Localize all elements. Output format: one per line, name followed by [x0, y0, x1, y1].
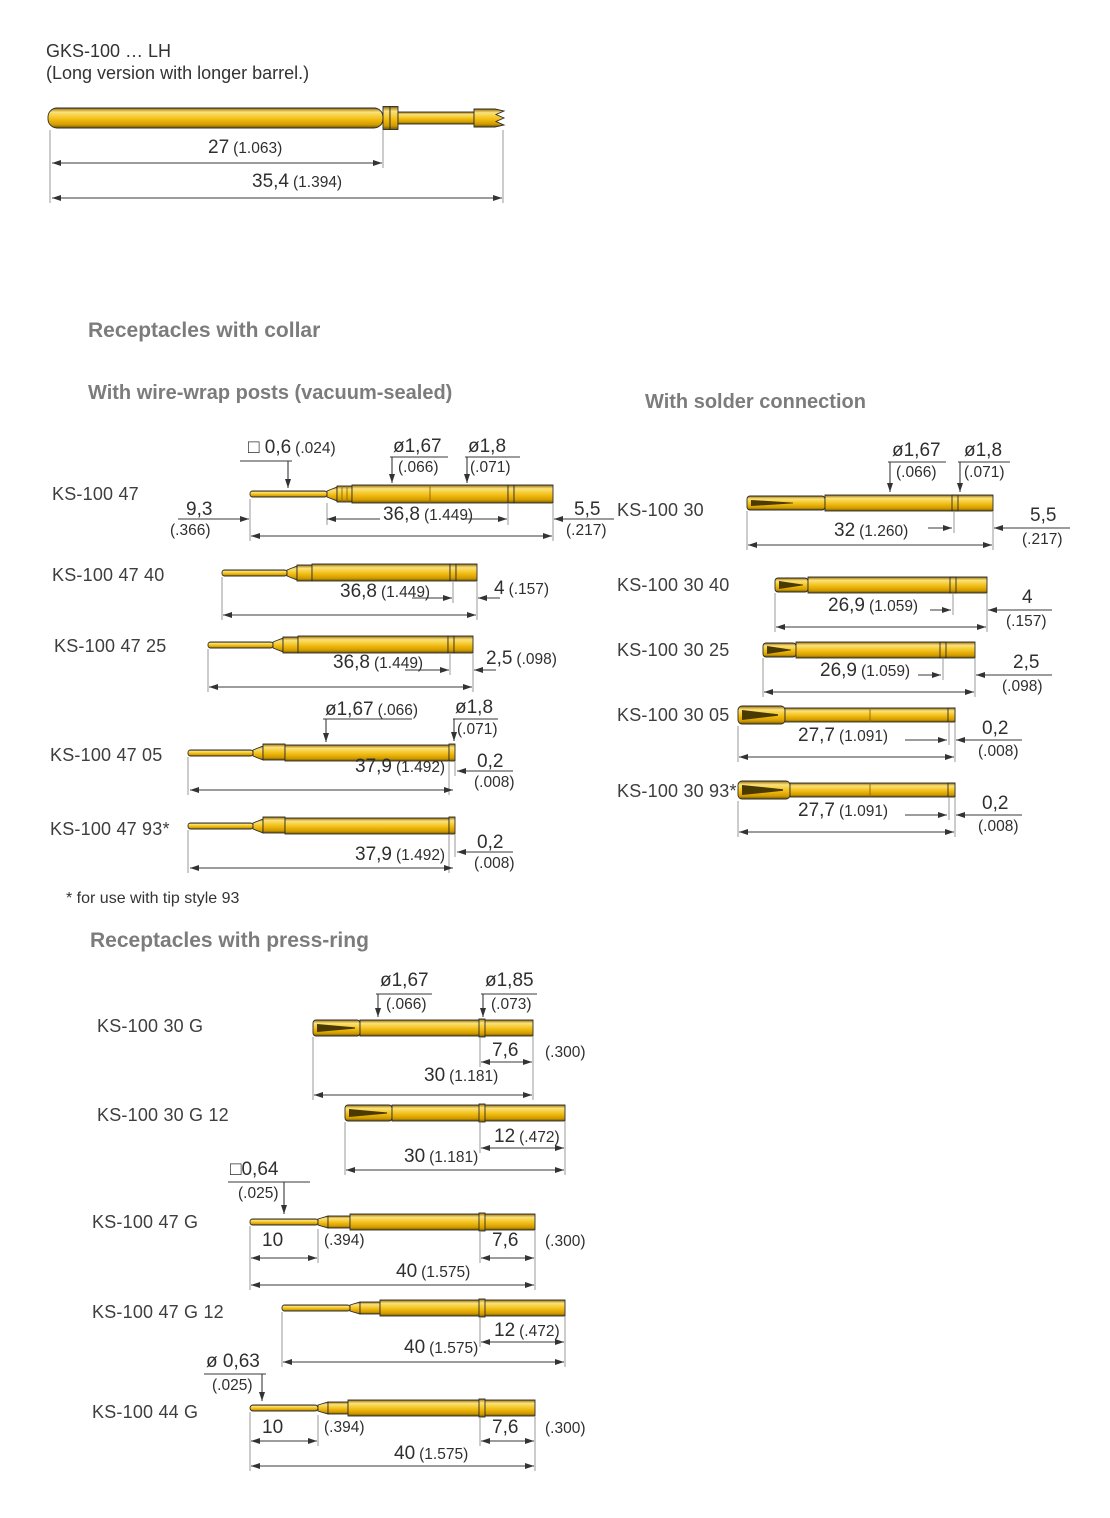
dim-ks10047-post-mm: 9,3 [186, 499, 213, 520]
dim-ks104705-d1: ø1,67 (.066) [325, 699, 419, 720]
dim-ks104705-tail-in: (.008) [474, 774, 515, 791]
probe-ks-100-30-93 [738, 781, 955, 799]
heading-receptacles-collar: Receptacles with collar [88, 319, 321, 342]
dim-ks103040-tail-mm: 4 [1022, 587, 1033, 608]
model-ks-100-47-40: KS-100 47 40 [52, 565, 165, 585]
dim-ks104705-length: 37,9 (1.492) [355, 756, 446, 777]
dim-ks10047-length: 36,8 (1.449) [383, 504, 474, 525]
dim-ks10030-length: 32 (1.260) [834, 520, 909, 541]
dim-ks10047g-square-mm: □0,64 [230, 1159, 279, 1180]
dim-ks103025-tail-mm: 2,5 [1013, 652, 1040, 673]
model-ks-100-30-g-12: KS-100 30 G 12 [97, 1105, 229, 1125]
dim-ks10030g12-length: 30 (1.181) [404, 1146, 479, 1167]
dim-ks103040-tail-in: (.157) [1006, 613, 1047, 630]
dim-ks10044g-tail-mm: 7,6 [492, 1417, 519, 1438]
dim-ks103093-length: 27,7 (1.091) [798, 800, 889, 821]
dim-ks103005-length: 27,7 (1.091) [798, 725, 889, 746]
dim-ks10047g-post-in: (.394) [324, 1232, 365, 1249]
heading-press-ring: Receptacles with press-ring [90, 929, 369, 952]
dim-ks10047-d2-in: (.071) [470, 459, 511, 476]
dim-ks104725-length: 36,8 (1.449) [333, 652, 424, 673]
dim-ks10047g-length: 40 (1.575) [396, 1261, 471, 1282]
model-ks-100-47: KS-100 47 [52, 484, 139, 504]
dim-ks10030-tail-mm: 5,5 [1030, 505, 1057, 526]
page-title: GKS-100 … LH [46, 41, 172, 61]
dim-ks10047-d1-in: (.066) [398, 459, 439, 476]
dim-gks-total: 35,4 (1.394) [252, 171, 343, 192]
dim-ks103093-tail-in: (.008) [978, 818, 1019, 835]
dim-ks10044g-length: 40 (1.575) [394, 1443, 469, 1464]
probe-ks-100-30-40 [775, 577, 987, 593]
dim-ks103005-tail-in: (.008) [978, 743, 1019, 760]
dim-ks10044g-dia-mm: ø 0,63 [206, 1351, 260, 1372]
dim-ks10047-tail-in: (.217) [566, 522, 607, 539]
model-ks-100-47-93: KS-100 47 93* [50, 819, 170, 839]
dim-ks104705-tail-mm: 0,2 [477, 751, 504, 772]
model-ks-100-30-93: KS-100 30 93* [617, 781, 737, 801]
dim-ks10030-d1-mm: ø1,67 [892, 440, 941, 461]
model-ks-100-47-25: KS-100 47 25 [54, 636, 167, 656]
model-ks-100-30-25: KS-100 30 25 [617, 640, 730, 660]
model-ks-100-47-05: KS-100 47 05 [50, 745, 163, 765]
probe-ks-100-47-40 [222, 564, 477, 581]
dimension-lines [52, 163, 1070, 1466]
dim-ks10044g-post-in: (.394) [324, 1419, 365, 1436]
dim-ks10030g-d1-in: (.066) [386, 996, 427, 1013]
model-ks-100-47-g-12: KS-100 47 G 12 [92, 1302, 224, 1322]
dim-gks-barrel: 27 (1.063) [208, 137, 283, 158]
dim-ks10047-d2-mm: ø1,8 [468, 436, 507, 457]
dim-ks10030g12-tail: 12 (.472) [494, 1126, 560, 1147]
probe-ks-100-30-05 [738, 706, 955, 724]
dim-ks104793-tail-in: (.008) [474, 855, 515, 872]
dim-ks10030g-d2-mm: ø1,85 [485, 970, 534, 991]
dim-ks103025-length: 26,9 (1.059) [820, 660, 911, 681]
dim-ks10047-d1-mm: ø1,67 [393, 436, 442, 457]
dim-ks10030-d1-in: (.066) [896, 464, 937, 481]
footnote: * for use with tip style 93 [66, 890, 240, 907]
dim-ks10047-tail-mm: 5,5 [574, 499, 601, 520]
dim-ks10047g-tail-in: (.300) [545, 1233, 586, 1250]
dim-ks103025-tail-in: (.098) [1002, 678, 1043, 695]
dim-ks104793-tail-mm: 0,2 [477, 832, 504, 853]
dim-ks10047g12-length: 40 (1.575) [404, 1337, 479, 1358]
dim-ks10030-tail-in: (.217) [1022, 531, 1063, 548]
probe-ks-100-30-g [313, 1019, 533, 1037]
dim-ks104705-d2-mm: ø1,8 [455, 697, 494, 718]
dim-ks10044g-post-mm: 10 [262, 1417, 284, 1438]
dim-ks10047-post-in: (.366) [170, 522, 211, 539]
dim-ks10030g-d2-in: (.073) [491, 996, 532, 1013]
dim-ks10047g-post-mm: 10 [262, 1230, 284, 1251]
dim-ks10030g-d1-mm: ø1,67 [380, 970, 429, 991]
model-ks-100-30: KS-100 30 [617, 500, 704, 520]
dim-ks10044g-dia-in: (.025) [212, 1377, 253, 1394]
dim-ks10044g-tail-in: (.300) [545, 1420, 586, 1437]
dim-ks10030g-tail-mm: 7,6 [492, 1040, 519, 1061]
dim-ks10030g-length: 30 (1.181) [424, 1065, 499, 1086]
dim-ks104740-length: 36,8 (1.449) [340, 581, 431, 602]
model-ks-100-44-g: KS-100 44 G [92, 1402, 199, 1422]
probe-ks-100-30-25 [763, 642, 975, 658]
probe-ks-100-44-g [250, 1399, 535, 1417]
dim-ks103093-tail-mm: 0,2 [982, 793, 1009, 814]
probe-ks-100-47 [250, 485, 553, 503]
model-ks-100-30-40: KS-100 30 40 [617, 575, 730, 595]
probe-ks-100-47-g-12 [282, 1299, 565, 1317]
dim-ks10047g-tail-mm: 7,6 [492, 1230, 519, 1251]
dim-ks10030-d2-in: (.071) [964, 464, 1005, 481]
probe-gks-100-lh [48, 107, 504, 130]
probe-ks-100-47-25 [208, 636, 473, 653]
probe-ks-100-30-g-12 [345, 1104, 565, 1122]
dim-ks10030g-tail-in: (.300) [545, 1044, 586, 1061]
dim-ks104740-tail: 4 (.157) [494, 578, 550, 599]
model-ks-100-47-g: KS-100 47 G [92, 1212, 199, 1232]
page-subtitle: (Long version with longer barrel.) [46, 63, 310, 83]
heading-solder: With solder connection [645, 391, 866, 413]
model-ks-100-30-05: KS-100 30 05 [617, 705, 730, 725]
dim-ks10047g12-tail: 12 (.472) [494, 1320, 560, 1341]
model-ks-100-30-g: KS-100 30 G [97, 1016, 204, 1036]
heading-wire-wrap: With wire-wrap posts (vacuum-sealed) [88, 382, 453, 404]
dim-ks10047-square: □ 0,6 (.024) [248, 437, 336, 458]
probe-ks-100-47-g [250, 1213, 535, 1231]
dim-ks103005-tail-mm: 0,2 [982, 718, 1009, 739]
dim-ks10047g-square-in: (.025) [238, 1185, 279, 1202]
probe-ks-100-30 [747, 495, 993, 511]
dim-ks103040-length: 26,9 (1.059) [828, 595, 919, 616]
probe-ks-100-47-93 [188, 817, 455, 834]
dim-ks104725-tail: 2,5 (.098) [486, 648, 557, 669]
dim-ks104705-d2-in: (.071) [457, 721, 498, 738]
dim-ks104793-length: 37,9 (1.492) [355, 844, 446, 865]
dim-ks10030-d2-mm: ø1,8 [964, 440, 1003, 461]
